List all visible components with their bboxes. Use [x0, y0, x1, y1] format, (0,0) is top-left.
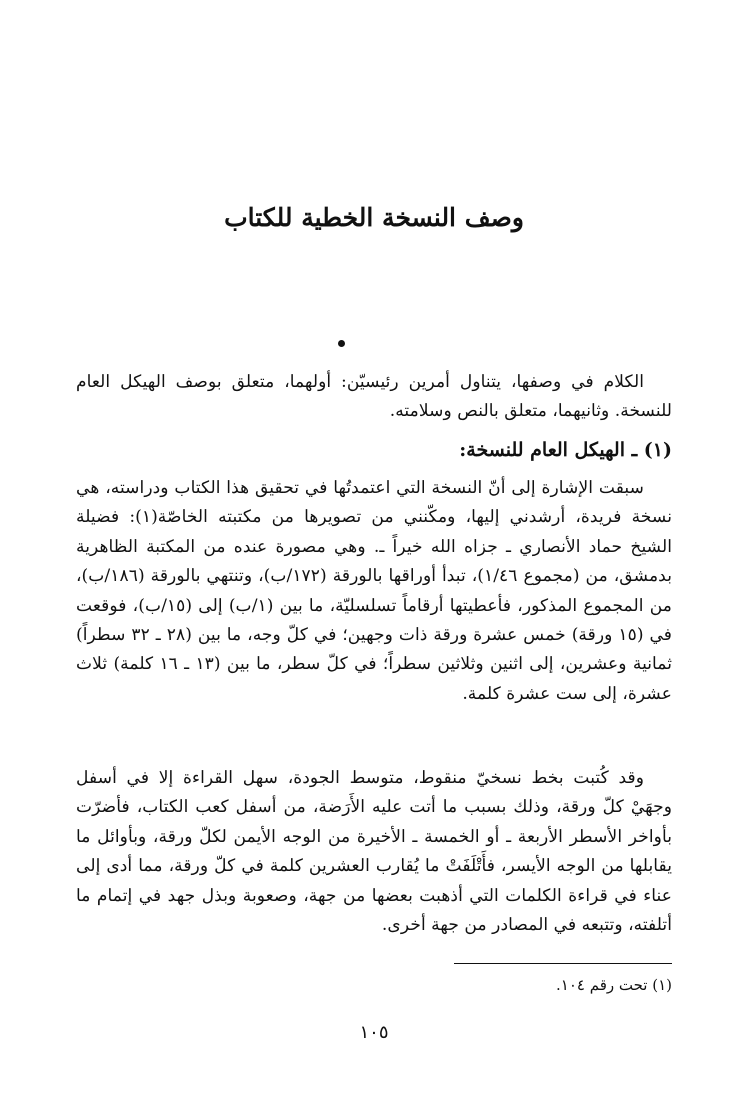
body-paragraph-2-text: وقد كُتبت بخط نسخيّ منقوط، متوسط الجودة، سهل القراءة إلا في أسفل وجهَيْ كلّ ورقة، وذلك بسبب ما أتت عليه الأَرَضة، من أسفل كعب الكتاب، فأضرّت بأواخر الأسطر الأربعة ـ أو الخمسة ـ الأخيرة من الوجه الأيمن لكلّ ورقة، وبأوائل ما يقابلها من الوجه الأيسر، فأَتْلَفَتْ ما يُقارب العشرين كلمة في كلّ ورقة، مما أدى إلى عناء في قراءة الكلمات التي أذهبت بعضها من جهة، وصعوبة وبذل جهد في إتمام ما أتلفته، وتتبعه في المصادر من جهة أخرى.	[76, 768, 672, 936]
body-paragraph-2	[76, 764, 672, 940]
intro-paragraph	[76, 368, 672, 427]
body-paragraph-1	[76, 474, 672, 709]
page-number: ١٠٥	[359, 1022, 389, 1043]
intro-paragraph-text: الكلام في وصفها، يتناول أمرين رئيسيّن: أولهما، متعلق بوصف الهيكل العام للنسخة. وثانيهما، متعلق بالنص وسلامته.	[76, 372, 672, 422]
footnote: (١) تحت رقم ١٠٤.	[555, 976, 672, 994]
bullet-marker	[338, 340, 345, 347]
page-title: وصف النسخة الخطية للكتاب	[224, 203, 524, 232]
body-paragraph-1-text: سبقت الإشارة إلى أنّ النسخة التي اعتمدتُها في تحقيق هذا الكتاب ودراسته، هي نسخة فريدة، أرشدني إليها، ومكّنني من تصويرها من مكتبته الخاصّة(١): فضيلة الشيخ حماد الأنصاري ـ جزاه الله خيراً ـ. وهي مصورة عنده من المكتبة الظاهرية بدمشق، من (مجموع ١/٤٦)، تبدأ أوراقها بالورقة (١٧٢/ب)، وتنتهي بالورقة (١٨٦/ب)، من المجموع المذكور، فأعطيتها أرقاماً تسلسليّة، ما بين (١/ب) إلى (١٥/ب)، فوقعت في (١٥ ورقة) خمس عشرة ورقة ذات وجهين؛ في كلّ وجه، ما بين (٢٨ ـ ٣٢ سطراً) ثمانية وعشرين، إلى اثنين وثلاثين سطراً؛ في كلّ سطر، ما بين (١٣ ـ ١٦ كلمة) ثلاث عشرة، إلى ست عشرة كلمة.	[76, 478, 672, 704]
section-heading: (١) ـ الهيكل العام للنسخة:	[459, 439, 672, 461]
footnote-divider	[454, 963, 672, 964]
